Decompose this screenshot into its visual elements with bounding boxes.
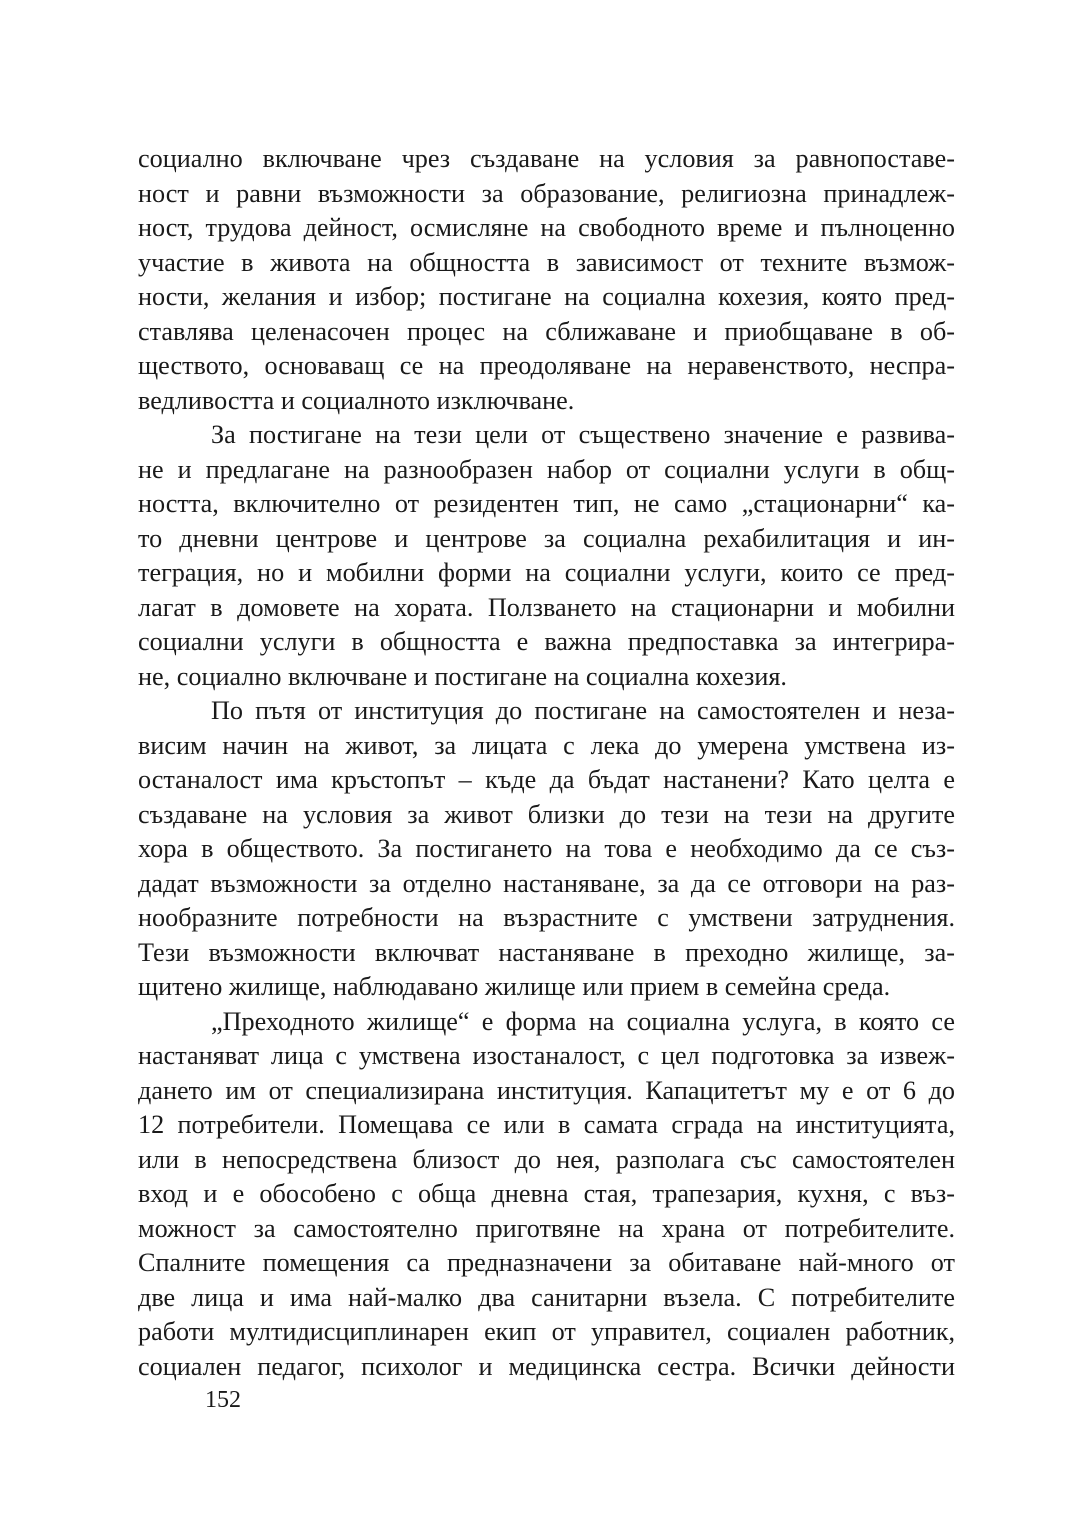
- text-line: лагат в домовете на хората. Ползването на стационарни и мобилни: [138, 592, 955, 622]
- text-line: дадат възможности за отделно настаняване, за да се отговори на раз-: [138, 868, 955, 898]
- text-line: щитено жилище, наблюдавано жилище или прием в семейна среда.: [138, 972, 891, 1001]
- text-line: хора в обществото. За постигането на това е необходимо да се съз-: [138, 834, 955, 863]
- text-line: работи мултидисциплинарен екип от управител, социален работник,: [138, 1317, 955, 1346]
- text-line: вход и е обособено с обща дневна стая, трапезария, кухня, с въз-: [138, 1179, 955, 1208]
- text-line: социално включване чрез създаване на условия за равнопоставе-: [138, 144, 955, 173]
- text-line: нообразните потребности на възрастните с умствени затруднения.: [138, 903, 955, 932]
- text-line: то дневни центрове и центрове за социална рехабилитация и ин-: [138, 523, 955, 553]
- text-line: ществото, основаващ се на преодоляване на неравенството, неспра-: [138, 351, 955, 380]
- text-line: настаняват лица с умствена изостаналост, с цел подготовка за извеж-: [138, 1041, 955, 1070]
- text-line: две лица и има най-малко два санитарни възела. С потребителите: [138, 1282, 955, 1312]
- text-line: социален педагог, психолог и медицинска сестра. Всички дейности: [138, 1351, 955, 1381]
- body-text: [138, 142, 955, 1384]
- text-line: участие в живота на общността в зависимост от техните възмож-: [138, 247, 955, 277]
- text-line: Тези възможности включват настаняване в преходно жилище, за-: [138, 937, 955, 967]
- text-line: не, социално включване и постигане на социална кохезия.: [138, 661, 787, 691]
- text-line: ности, желания и избор; постигане на социална кохезия, която пред-: [138, 282, 955, 311]
- text-line: създаване на условия за живот близки до тези на тези на другите: [138, 799, 955, 829]
- text-line: ност и равни възможности за образование, религиозна принадлеж-: [138, 178, 955, 208]
- text-line: останалост има кръстопът – къде да бъдат настанени? Като целта е: [138, 765, 955, 794]
- text-line: За постигане на тези цели от съществено значение е развива-: [211, 420, 955, 449]
- text-line: ност, трудова дейност, осмисляне на свободното време и пълноценно: [138, 213, 955, 242]
- text-line: дането им от специализирана институция. Капацитетът му е от 6 до: [138, 1075, 955, 1105]
- text-line: или в непосредствена близост до нея, разполага със самостоятелен: [138, 1144, 955, 1174]
- text-line: ведливостта и социалното изключване.: [138, 385, 575, 415]
- text-line: Спалните помещения са предназначени за обитаване най-много от: [138, 1248, 955, 1277]
- text-line: социални услуги в общността е важна предпоставка за интегрира-: [138, 627, 955, 656]
- text-line: ността, включително от резидентен тип, не само „стационарни“ ка-: [138, 489, 955, 518]
- text-line: можност за самостоятелно приготвяне на храна от потребителите.: [138, 1213, 955, 1243]
- paragraph: [138, 1005, 955, 1385]
- text-line: „Преходното жилище“ е форма на социална услуга, в която се: [211, 1006, 955, 1036]
- text-line: ставлява целенасочен процес на сближаване и приобщаване в об-: [138, 316, 955, 346]
- text-line: не и предлагане на разнообразен набор от социални услуги в общ-: [138, 454, 955, 484]
- page-number: 152: [205, 1387, 241, 1413]
- paragraph: [138, 694, 955, 1005]
- text-line: теграция, но и мобилни форми на социални услуги, които се пред-: [138, 558, 955, 587]
- paragraph: [138, 142, 955, 418]
- paragraph: [138, 418, 955, 694]
- text-line: 12 потребители. Помещава се или в самата сграда на институцията,: [138, 1110, 955, 1139]
- text-line: висим начин на живот, за лицата с лека до умерена умствена из-: [138, 730, 955, 760]
- text-line: По пътя от институция до постигане на самостоятелен и неза-: [211, 696, 955, 725]
